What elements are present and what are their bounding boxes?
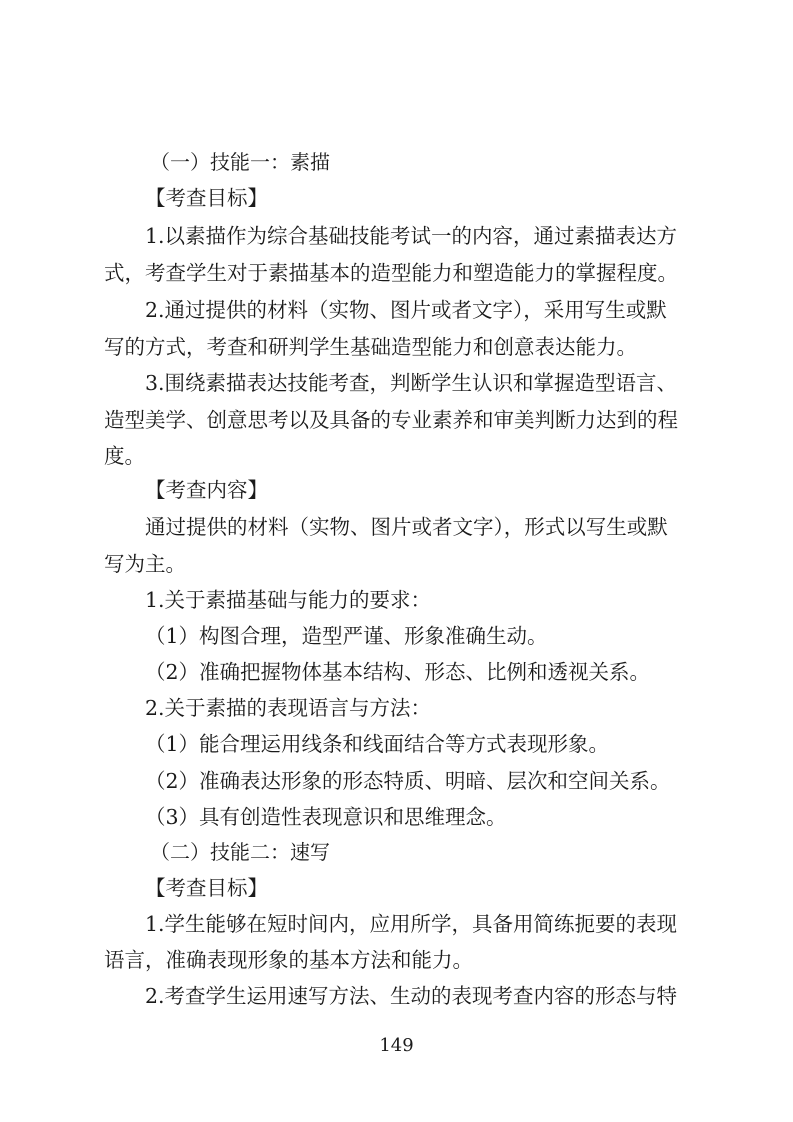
list-item: 1.关于素描基础与能力的要求： <box>145 588 432 612</box>
paragraph-line: 式，考查学生对于素描基本的造型能力和塑造能力的掌握程度。 <box>104 261 678 285</box>
list-item: （3）具有创造性表现意识和思维理念。 <box>145 805 507 829</box>
paragraph-line: 3.围绕素描表达技能考查，判断学生认识和掌握造型语言、 <box>145 371 678 395</box>
list-item: （1）能合理运用线条和线面结合等方式表现形象。 <box>145 732 610 756</box>
paragraph-line: 1.学生能够在短时间内，应用所学，具备用简练扼要的表现 <box>145 912 678 936</box>
paragraph-line: 造型美学、创意思考以及具备的专业素养和审美判断力达到的程 <box>104 408 678 432</box>
list-item: （2）准确把握物体基本结构、形态、比例和透视关系。 <box>145 660 651 684</box>
paragraph-line: 2.通过提供的材料（实物、图片或者文字），采用写生或默 <box>145 298 667 322</box>
list-item: （2）准确表达形象的形态特质、明暗、层次和空间关系。 <box>145 769 671 793</box>
paragraph-line: 语言，准确表现形象的基本方法和能力。 <box>104 948 473 972</box>
paragraph-line: 度。 <box>104 444 145 468</box>
paragraph-line: 写为主。 <box>104 552 186 576</box>
subheading-objectives: 【考查目标】 <box>145 876 268 900</box>
paragraph-line: 1.以素描作为综合基础技能考试一的内容，通过素描表达方 <box>145 224 678 248</box>
list-item: 2.关于素描的表现语言与方法： <box>145 696 432 720</box>
paragraph-line: 写的方式，考查和研判学生基础造型能力和创意表达能力。 <box>104 335 637 359</box>
subheading-objectives: 【考查目标】 <box>145 186 268 210</box>
paragraph-line: 2.考查学生运用速写方法、生动的表现考查内容的形态与特 <box>145 984 678 1008</box>
section-heading-sketch: （一）技能一：素描 <box>150 150 330 174</box>
subheading-content: 【考查内容】 <box>145 478 268 502</box>
page-number: 149 <box>379 1035 414 1056</box>
paragraph-line: 通过提供的材料（实物、图片或者文字），形式以写生或默 <box>145 515 668 539</box>
list-item: （1）构图合理，造型严谨、形象准确生动。 <box>145 624 548 648</box>
section-heading-quick-sketch: （二）技能二：速写 <box>150 840 330 864</box>
